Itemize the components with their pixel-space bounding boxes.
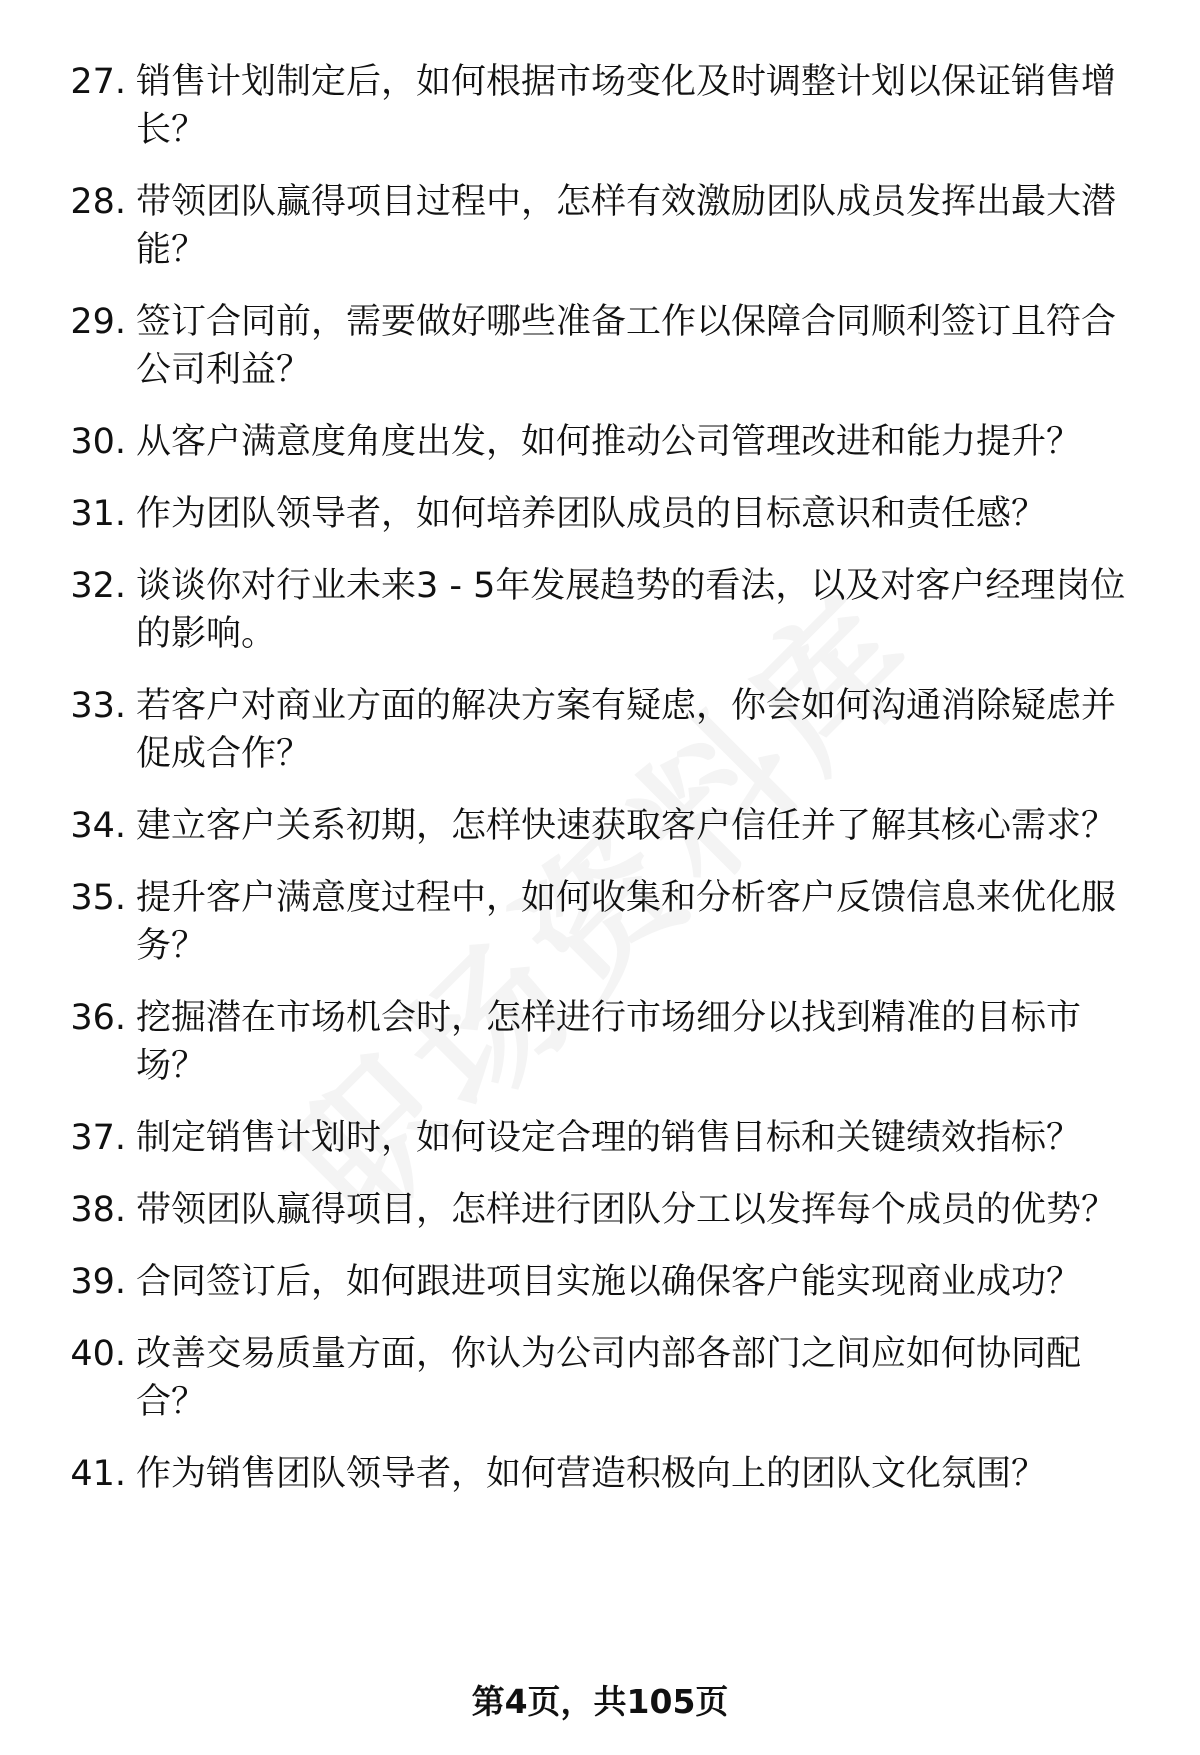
question-item [52,682,1157,778]
question-text: 谈谈你对行业未来3 - 5年发展趋势的看法，以及对客户经理岗位的影响。 [136,566,1126,654]
question-number: 34. [70,806,126,846]
question-text: 合同签订后，如何跟进项目实施以确保客户能实现商业成功？ [136,1262,1082,1302]
question-number: 38. [70,1190,126,1230]
question-number: 29. [70,302,126,342]
question-number: 33. [70,686,126,726]
question-number: 30. [70,422,126,462]
question-item [52,562,1157,658]
question-item [52,1450,1157,1498]
question-item [52,1186,1157,1234]
question-item [52,58,1157,154]
question-text: 制定销售计划时，如何设定合理的销售目标和关键绩效指标？ [136,1118,1082,1158]
question-item [52,490,1157,538]
question-item [52,418,1157,466]
question-text: 挖掘潜在市场机会时，怎样进行市场细分以找到精准的目标市场？ [136,998,1082,1086]
question-item [52,1114,1157,1162]
question-item [52,802,1157,850]
question-number: 37. [70,1118,126,1158]
question-item [52,178,1157,274]
question-item [52,298,1157,394]
question-text: 建立客户关系初期，怎样快速获取客户信任并了解其核心需求？ [136,806,1117,846]
question-item [52,994,1157,1090]
question-text: 改善交易质量方面，你认为公司内部各部门之间应如何协同配合？ [136,1334,1082,1422]
question-text: 销售计划制定后，如何根据市场变化及时调整计划以保证销售增长？ [136,62,1117,150]
question-item [52,1330,1157,1426]
question-text: 带领团队赢得项目过程中，怎样有效激励团队成员发挥出最大潜能？ [136,182,1117,270]
question-item [52,874,1157,970]
question-text: 作为销售团队领导者，如何营造积极向上的团队文化氛围？ [136,1454,1047,1494]
question-number: 27. [70,62,126,102]
question-item [52,1258,1157,1306]
question-number: 31. [70,494,126,534]
question-text: 从客户满意度角度出发，如何推动公司管理改进和能力提升？ [136,422,1082,462]
question-text: 签订合同前，需要做好哪些准备工作以保障合同顺利签订且符合公司利益？ [136,302,1117,390]
question-number: 28. [70,182,126,222]
question-number: 35. [70,878,126,918]
question-number: 39. [70,1262,126,1302]
question-number: 41. [70,1454,126,1494]
question-number: 32. [70,566,126,606]
page-number-footer: 第4页，共105页 [471,1682,729,1721]
question-list [52,58,1157,1522]
question-text: 若客户对商业方面的解决方案有疑虑，你会如何沟通消除疑虑并促成合作？ [136,686,1117,774]
question-text: 作为团队领导者，如何培养团队成员的目标意识和责任感？ [136,494,1047,534]
question-number: 36. [70,998,126,1038]
question-number: 40. [70,1334,126,1374]
question-text: 提升客户满意度过程中，如何收集和分析客户反馈信息来优化服务？ [136,878,1117,966]
question-text: 带领团队赢得项目，怎样进行团队分工以发挥每个成员的优势？ [136,1190,1117,1230]
